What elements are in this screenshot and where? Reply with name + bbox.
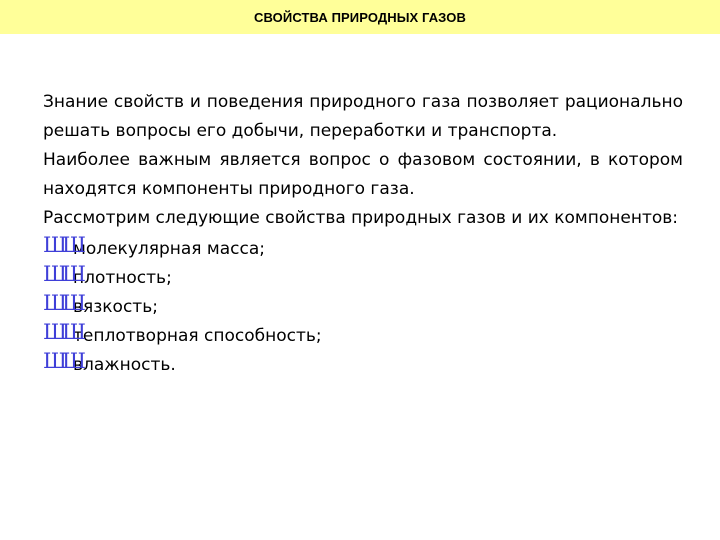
paragraph-intro: Знание свойств и поведения природного газа позволяет рационально решать вопросы его добычи, переработки и транспорта. bbox=[43, 92, 683, 141]
bullet-marker-icon: ШШ bbox=[43, 320, 81, 344]
bullet-marker-icon: ШШ bbox=[43, 291, 81, 315]
list-item bbox=[43, 262, 683, 291]
list-item bbox=[43, 291, 683, 320]
list-item-text: молекулярная масса; bbox=[73, 239, 266, 259]
slide-title: СВОЙСТВА ПРИРОДНЫХ ГАЗОВ bbox=[254, 9, 466, 25]
title-bar bbox=[0, 0, 720, 34]
list-item-text: влажность. bbox=[73, 355, 176, 375]
list-item bbox=[43, 349, 683, 378]
list-item-text: плотность; bbox=[73, 268, 172, 288]
bullet-marker-icon: ШШ bbox=[43, 349, 81, 373]
list-item-text: теплотворная способность; bbox=[73, 326, 322, 346]
paragraph-phase-state: Наиболее важным является вопрос о фазовом состоянии, в котором находятся компоненты природного газа. bbox=[43, 150, 683, 199]
properties-list bbox=[43, 233, 683, 378]
list-item bbox=[43, 233, 683, 262]
bullet-marker-icon: ШШ bbox=[43, 262, 81, 286]
list-item bbox=[43, 320, 683, 349]
bullet-marker-icon: ШШ bbox=[43, 233, 81, 257]
paragraph-properties: Рассмотрим следующие свойства природных газов и их компонентов: bbox=[43, 208, 679, 228]
slide-body bbox=[43, 88, 683, 378]
list-item-text: вязкость; bbox=[73, 297, 158, 317]
